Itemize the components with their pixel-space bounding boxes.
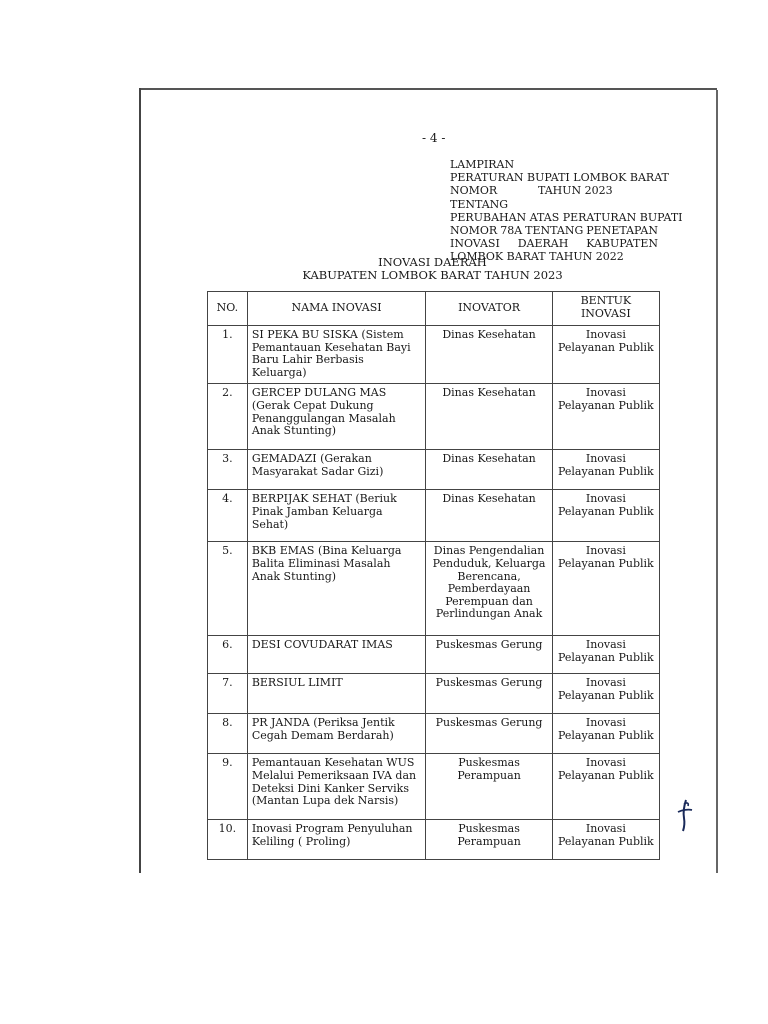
innovation-table bbox=[207, 291, 660, 860]
subject-line-1: PERUBAHAN ATAS PERATURAN BUPATI bbox=[450, 210, 683, 224]
subject-line-2: NOMOR 78A TENTANG PENETAPAN bbox=[450, 224, 658, 238]
row-no: 6. bbox=[208, 636, 248, 674]
row-inovator: Dinas Kesehatan bbox=[426, 326, 552, 384]
table-row bbox=[208, 820, 660, 860]
row-inovator: Puskesmas Perampuan bbox=[426, 820, 552, 860]
table-row bbox=[208, 714, 660, 754]
row-nama-inovasi: BKB EMAS (Bina Keluarga Balita Eliminasi Masalah Anak Stunting) bbox=[247, 542, 426, 636]
scan-border-left bbox=[139, 88, 141, 873]
title-line-2: KABUPATEN LOMBOK BARAT TAHUN 2023 bbox=[302, 268, 563, 282]
row-no: 3. bbox=[208, 450, 248, 490]
header-bentuk: BENTUK INOVASI bbox=[552, 292, 659, 326]
row-no: 2. bbox=[208, 384, 248, 450]
row-nama-inovasi: GERCEP DULANG MAS (Gerak Cepat Dukung Penanggulangan Masalah Anak Stunting) bbox=[247, 384, 426, 450]
document-title bbox=[205, 256, 660, 282]
row-no: 7. bbox=[208, 674, 248, 714]
row-bentuk-inovasi: Inovasi Pelayanan Publik bbox=[552, 384, 659, 450]
appendix-header bbox=[450, 158, 683, 264]
row-nama-inovasi: PR JANDA (Periksa Jentik Cegah Demam Berdarah) bbox=[247, 714, 426, 754]
row-no: 5. bbox=[208, 542, 248, 636]
row-bentuk-inovasi: Inovasi Pelayanan Publik bbox=[552, 754, 659, 820]
table-row bbox=[208, 450, 660, 490]
row-nama-inovasi: BERPIJAK SEHAT (Beriuk Pinak Jamban Keluarga Sehat) bbox=[247, 490, 426, 542]
scan-border-top bbox=[139, 88, 717, 90]
nomor-label: NOMOR bbox=[450, 184, 498, 198]
tentang-label: TENTANG bbox=[450, 197, 509, 211]
peraturan-line: PERATURAN BUPATI LOMBOK BARAT bbox=[450, 171, 669, 185]
row-inovator: Puskesmas Gerung bbox=[426, 714, 552, 754]
row-nama-inovasi: BERSIUL LIMIT bbox=[247, 674, 426, 714]
page-number: - 4 - bbox=[422, 131, 446, 145]
row-inovator: Dinas Kesehatan bbox=[426, 490, 552, 542]
row-inovator: Puskesmas Perampuan bbox=[426, 754, 552, 820]
row-no: 10. bbox=[208, 820, 248, 860]
row-bentuk-inovasi: Inovasi Pelayanan Publik bbox=[552, 450, 659, 490]
table-row bbox=[208, 490, 660, 542]
table-header-row bbox=[208, 292, 660, 326]
header-no: NO. bbox=[208, 292, 248, 326]
table-row bbox=[208, 636, 660, 674]
row-bentuk-inovasi: Inovasi Pelayanan Publik bbox=[552, 820, 659, 860]
row-bentuk-inovasi: Inovasi Pelayanan Publik bbox=[552, 326, 659, 384]
row-inovator: Dinas Kesehatan bbox=[426, 450, 552, 490]
row-no: 8. bbox=[208, 714, 248, 754]
header-inovator: INOVATOR bbox=[426, 292, 552, 326]
row-no: 9. bbox=[208, 754, 248, 820]
row-no: 1. bbox=[208, 326, 248, 384]
row-bentuk-inovasi: Inovasi Pelayanan Publik bbox=[552, 674, 659, 714]
subject-line-3: INOVASI DAERAH KABUPATEN bbox=[450, 237, 658, 251]
title-line-1: INOVASI DAERAH bbox=[378, 255, 487, 269]
row-bentuk-inovasi: Inovasi Pelayanan Publik bbox=[552, 542, 659, 636]
nomor-line bbox=[450, 184, 658, 197]
row-bentuk-inovasi: Inovasi Pelayanan Publik bbox=[552, 490, 659, 542]
row-inovator: Dinas Kesehatan bbox=[426, 384, 552, 450]
row-inovator: Dinas Pengendalian Penduduk, Keluarga Berencana, Pemberdayaan Perempuan dan Perlindungan Anak bbox=[426, 542, 552, 636]
row-bentuk-inovasi: Inovasi Pelayanan Publik bbox=[552, 636, 659, 674]
table-row bbox=[208, 674, 660, 714]
header-nama: NAMA INOVASI bbox=[247, 292, 426, 326]
row-nama-inovasi: SI PEKA BU SISKA (Sistem Pemantauan Kesehatan Bayi Baru Lahir Berbasis Keluarga) bbox=[247, 326, 426, 384]
row-nama-inovasi: Inovasi Program Penyuluhan Keliling ( Proling) bbox=[247, 820, 426, 860]
row-no: 4. bbox=[208, 490, 248, 542]
scan-border-right bbox=[716, 90, 718, 873]
row-nama-inovasi: DESI COVUDARAT IMAS bbox=[247, 636, 426, 674]
row-inovator: Puskesmas Gerung bbox=[426, 636, 552, 674]
lampiran-label: LAMPIRAN bbox=[450, 158, 515, 171]
tahun-label: TAHUN 2023 bbox=[538, 184, 613, 198]
row-bentuk-inovasi: Inovasi Pelayanan Publik bbox=[552, 714, 659, 754]
row-nama-inovasi: GEMADAZI (Gerakan Masyarakat Sadar Gizi) bbox=[247, 450, 426, 490]
subject-line-4: LOMBOK BARAT TAHUN 2022 bbox=[450, 250, 624, 264]
table-row bbox=[208, 754, 660, 820]
table-row bbox=[208, 326, 660, 384]
table-row bbox=[208, 384, 660, 450]
row-inovator: Puskesmas Gerung bbox=[426, 674, 552, 714]
signature-initial-icon bbox=[674, 798, 696, 832]
table-row bbox=[208, 542, 660, 636]
row-nama-inovasi: Pemantauan Kesehatan WUS Melalui Pemeriksaan IVA dan Deteksi Dini Kanker Serviks (Mantan Lupa dek Narsis) bbox=[247, 754, 426, 820]
